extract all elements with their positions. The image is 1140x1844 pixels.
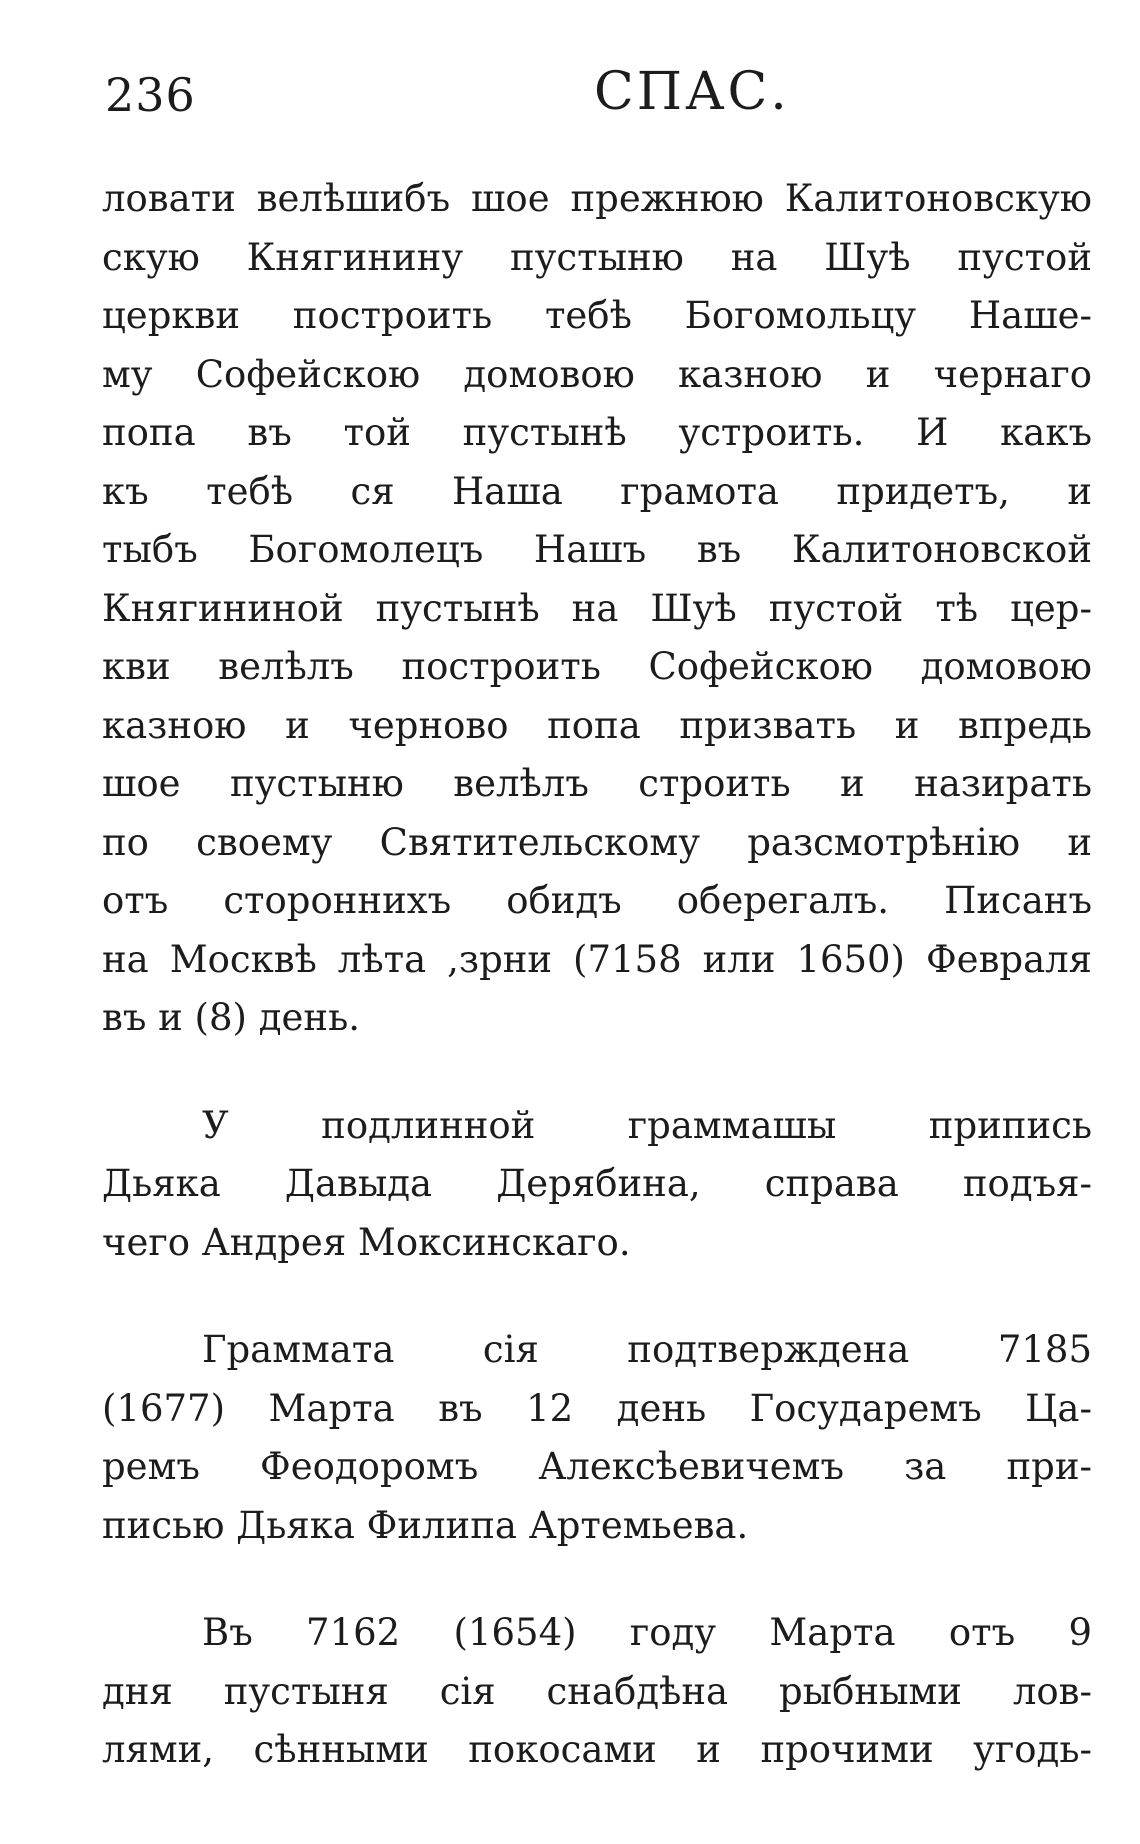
paragraph-gap [102, 1048, 1092, 1097]
paragraph-gap [102, 1555, 1092, 1604]
text-line: шое пустыню велѣлъ строить и назирать [102, 762, 1092, 805]
text-line: Дьяка Давыда Дерябина, справа подъя- [102, 1162, 1092, 1205]
text-line: Граммата сія подтверждена 7185 [202, 1328, 1092, 1371]
paragraph-charter-text [102, 170, 1092, 1048]
text-line: на Москвѣ лѣта ,зрни (7158 или 1650) Февраля [102, 937, 1092, 981]
page-number: 236 [105, 68, 196, 122]
paragraph-signature-note [102, 1097, 1092, 1273]
text-line: кви велѣлъ построить Софейскою домовою [102, 645, 1092, 688]
text-line: У подлинной граммашы припись [202, 1103, 1092, 1147]
paragraph-fishing-grant [102, 1604, 1092, 1780]
body-text [102, 170, 1092, 1780]
text-line: казною и черново попа призвать и впредь [102, 703, 1092, 747]
text-line: Княгининой пустынѣ на Шуѣ пустой тѣ цер- [102, 586, 1092, 630]
text-line: отъ стороннихъ обидъ оберегалъ. Писанъ [102, 879, 1092, 922]
page-header [0, 62, 1140, 142]
text-line: му Софейскою домовою казною и чернаго [102, 352, 1092, 396]
text-line: Въ 7162 (1654) году Марта отъ 9 [202, 1611, 1092, 1654]
text-line: ремъ Феодоромъ Алексѣевичемъ за при- [102, 1445, 1092, 1488]
text-line: дня пустыня сія снабдѣна рыбными лов- [102, 1669, 1092, 1713]
paragraph-gap [102, 1272, 1092, 1321]
text-line: церкви построить тебѣ Богомольцу Наше- [102, 294, 1092, 337]
text-line: чего Андрея Моксинскаго. [102, 1220, 631, 1264]
text-line: тыбъ Богомолецъ Нашъ въ Калитоновской [102, 528, 1092, 571]
text-line: въ и (8) день. [102, 996, 360, 1039]
text-line: ловати велѣшибъ шое прежнюю Калитоновскую [102, 177, 1092, 220]
text-line: писью Дьяка Филипа Артемьева. [102, 1503, 749, 1547]
text-line: скую Княгинину пустыню на Шуѣ пустой [102, 235, 1092, 279]
paragraph-confirmation [102, 1321, 1092, 1555]
text-line: (1677) Марта въ 12 день Государемъ Ца- [102, 1386, 1092, 1430]
text-line: попа въ той пустынѣ устроить. И какъ [102, 411, 1092, 454]
text-line: лями, сѣнными покосами и прочими угодь- [102, 1728, 1092, 1771]
text-line: къ тебѣ ся Наша грамота придетъ, и [102, 469, 1092, 513]
running-head: СПАС. [594, 62, 790, 122]
text-line: по своему Святительскому разсмотрѣнію и [102, 820, 1092, 864]
